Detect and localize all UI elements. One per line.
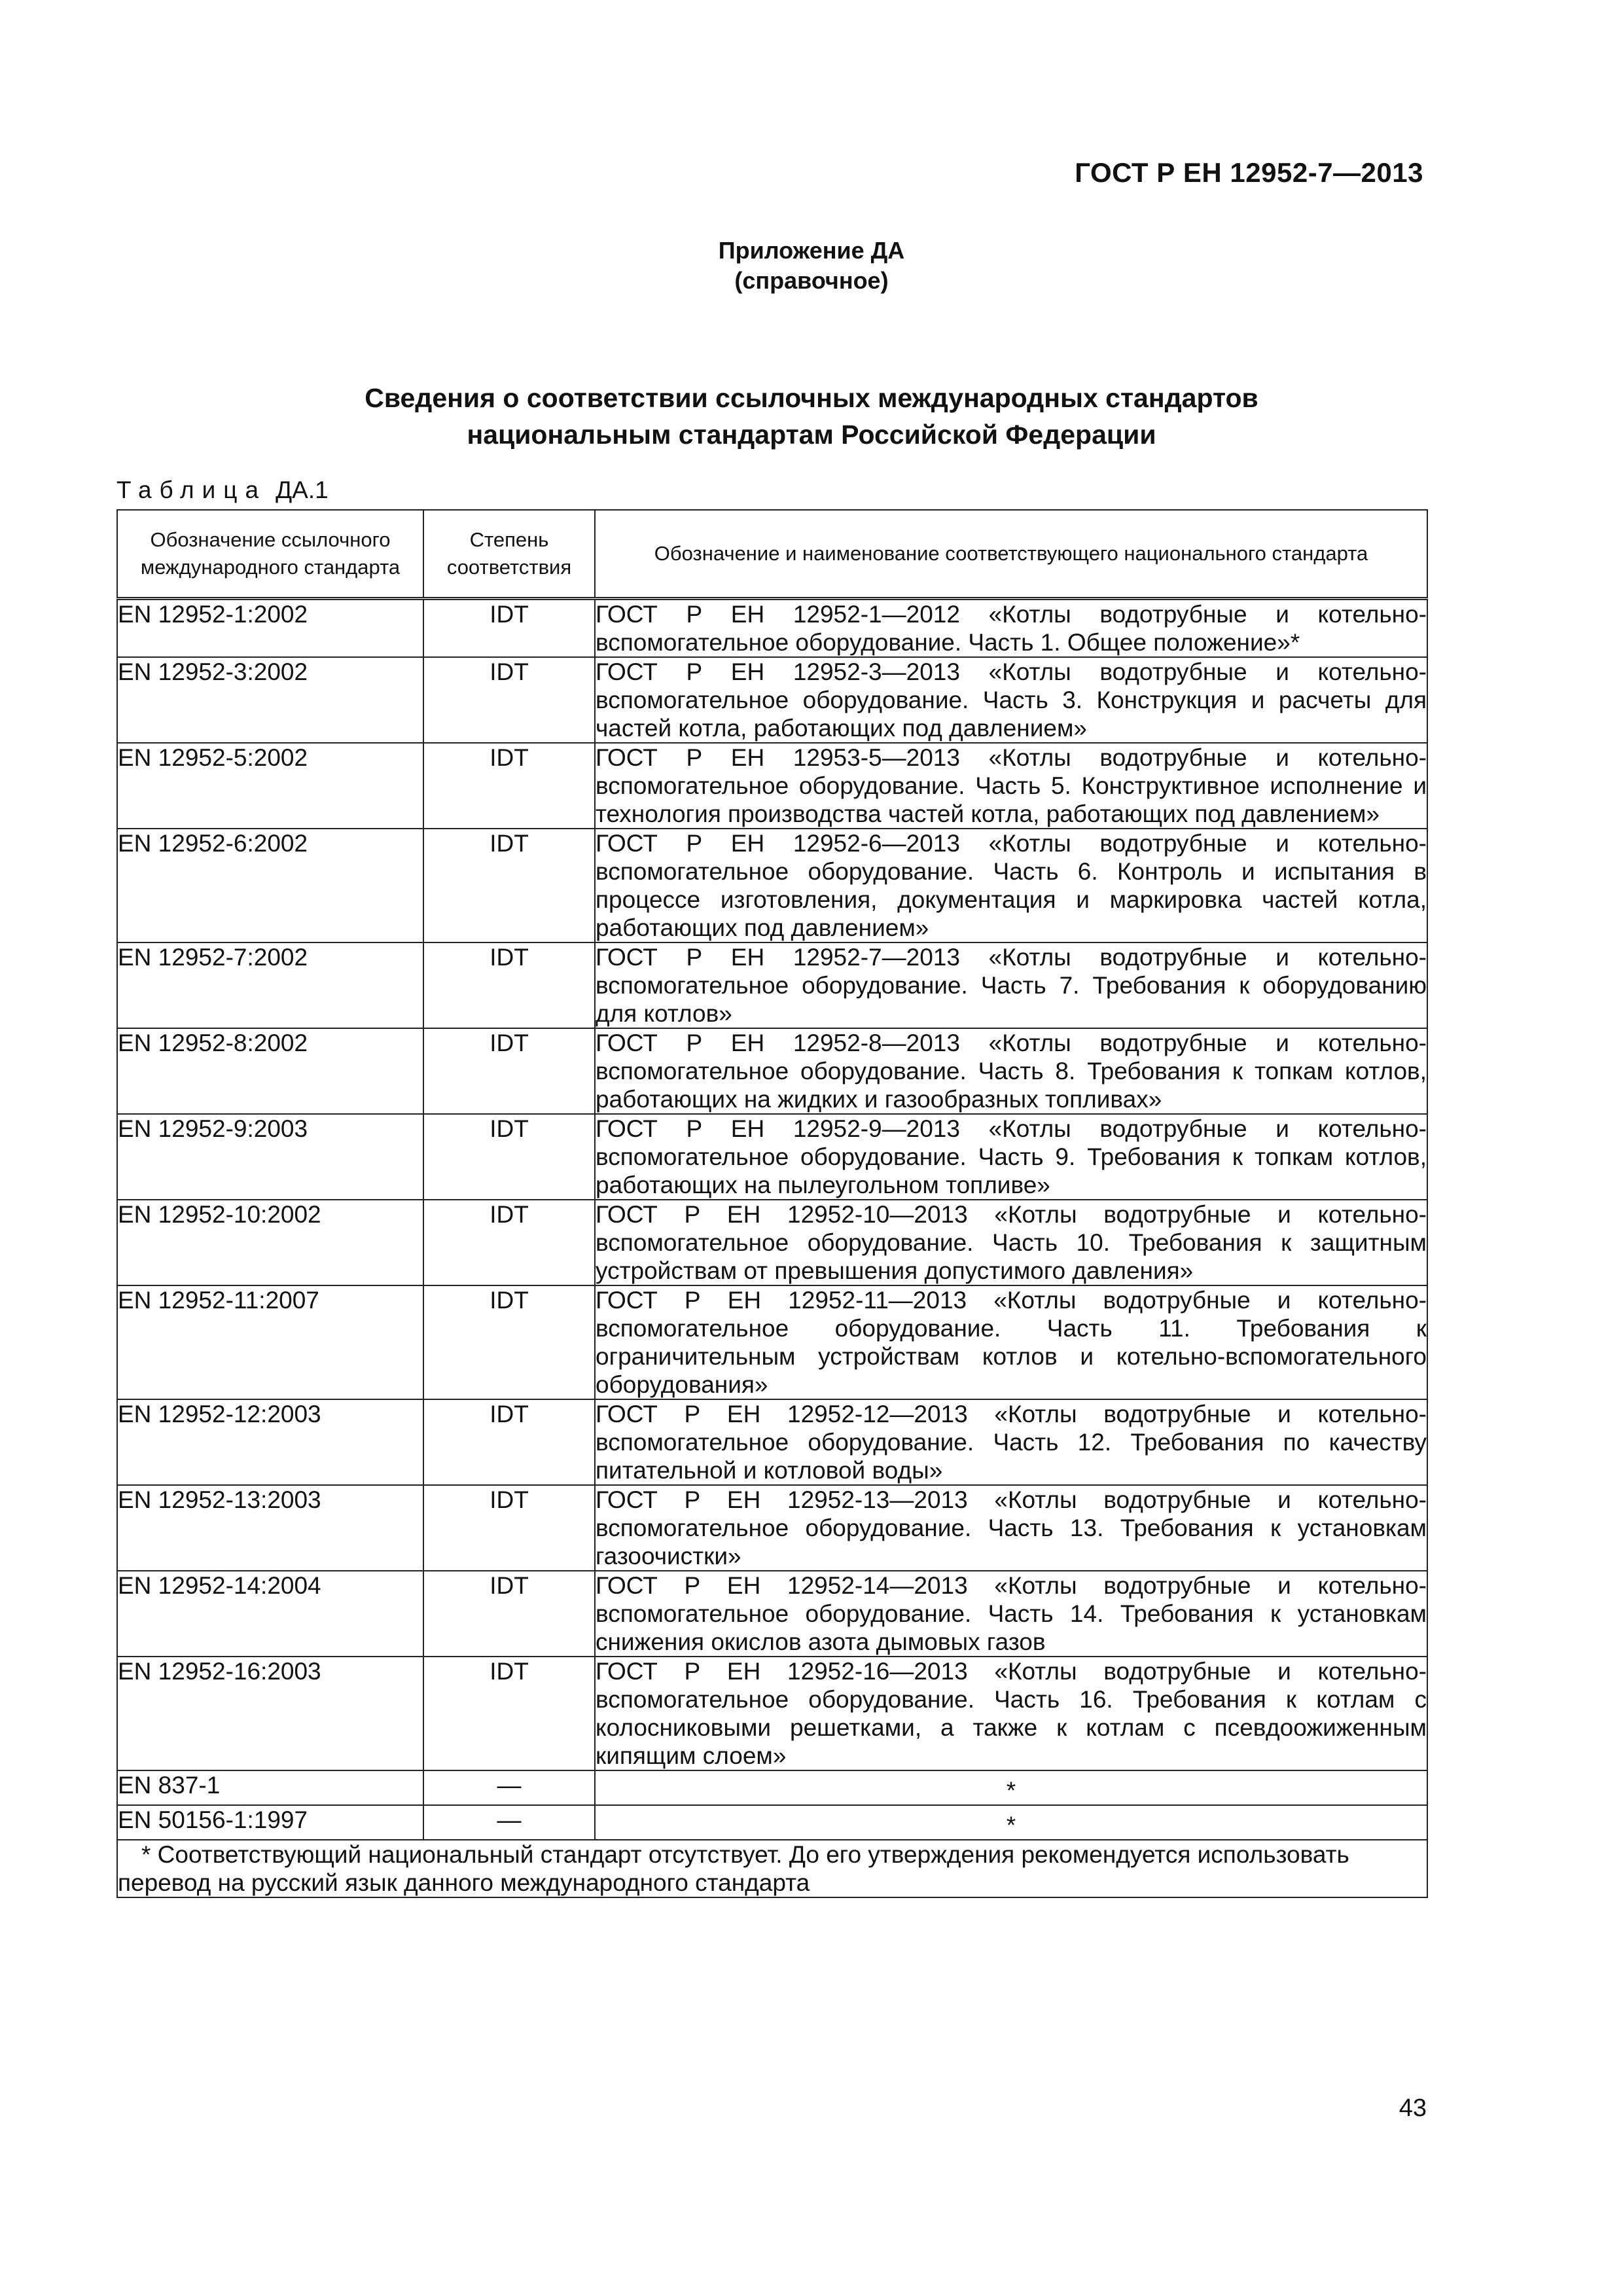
table-row — [117, 829, 1427, 942]
table-label-number: ДА.1 — [276, 476, 329, 503]
table-row — [117, 1485, 1427, 1571]
table-row — [117, 1657, 1427, 1770]
degree-value: IDT — [423, 743, 595, 829]
degree-value: — — [423, 1770, 595, 1805]
appendix-title: Приложение ДА — [718, 237, 905, 264]
reference-code: EN 12952-8:2002 — [117, 1028, 423, 1114]
reference-code: EN 12952-12:2003 — [117, 1399, 423, 1485]
degree-value: IDT — [423, 1657, 595, 1770]
table-row — [117, 1399, 1427, 1485]
national-standard-name: ГОСТ Р ЕН 12953-5—2013 «Котлы водотрубные и котельно-вспомогательное оборудование. Часть 5. Конструктивное исполнение и технология производства частей котла, работающих под давлением» — [596, 744, 1427, 827]
table-row — [117, 599, 1427, 658]
reference-code: EN 12952-5:2002 — [117, 743, 423, 829]
table-row — [117, 1571, 1427, 1657]
national-standard-name: ГОСТ Р ЕН 12952-12—2013 «Котлы водотрубные и котельно-вспомогательное оборудование. Часть 12. Требования по качеству питательной и котловой воды» — [596, 1401, 1427, 1484]
degree-value: IDT — [423, 1114, 595, 1200]
reference-code: EN 12952-9:2003 — [117, 1114, 423, 1200]
section-title-line-1: Сведения о соответствии ссылочных международных стандартов — [365, 383, 1258, 413]
national-standard-name: ГОСТ Р ЕН 12952-13—2013 «Котлы водотрубные и котельно-вспомогательное оборудование. Часть 13. Требования к установкам газоочистки» — [596, 1486, 1427, 1570]
reference-code: EN 12952-3:2002 — [117, 657, 423, 743]
table-header-row — [117, 510, 1427, 599]
reference-code: EN 837-1 — [117, 1770, 423, 1805]
table-row — [117, 1285, 1427, 1399]
reference-code: EN 12952-7:2002 — [117, 942, 423, 1028]
degree-value: IDT — [423, 1571, 595, 1657]
national-standard-name: ГОСТ Р ЕН 12952-11—2013 «Котлы водотрубные и котельно-вспомогательное оборудование. Часть 11. Требования к ограничительным устройствам котлов и котельно-вспомогательного оборудования» — [596, 1287, 1427, 1398]
degree-value: — — [423, 1805, 595, 1840]
national-standard-name: ГОСТ Р ЕН 12952-9—2013 «Котлы водотрубные и котельно-вспомогательное оборудование. Часть 9. Требования к топкам котлов, работающих на пылеугольном топливе» — [596, 1115, 1427, 1198]
national-standard-name: ГОСТ Р ЕН 12952-10—2013 «Котлы водотрубные и котельно-вспомогательное оборудование. Часть 10. Требования к защитным устройствам от превышения допустимого давления» — [596, 1201, 1427, 1284]
degree-value: IDT — [423, 657, 595, 743]
national-standard-name: ГОСТ Р ЕН 12952-7—2013 «Котлы водотрубные и котельно-вспомогательное оборудование. Часть 7. Требования к оборудованию для котлов» — [596, 944, 1427, 1027]
reference-code: EN 50156-1:1997 — [117, 1805, 423, 1840]
degree-value: IDT — [423, 942, 595, 1028]
national-standard-name: ГОСТ Р ЕН 12952-16—2013 «Котлы водотрубные и котельно-вспомогательное оборудование. Часть 16. Требования к котлам с колосниковыми решетками, а также к котлам с псевдоожиженным кипящим слоем» — [596, 1658, 1427, 1769]
appendix-type: (справочное) — [734, 267, 889, 294]
footnote-line-1: * Соответствующий национальный стандарт отсутствует. До его утверждения рекомендуется использовать — [141, 1841, 1349, 1868]
degree-value: IDT — [423, 1285, 595, 1399]
reference-code: EN 12952-11:2007 — [117, 1285, 423, 1399]
table-label — [116, 476, 329, 504]
header-reference-standard: Обозначение ссылочного международного стандарта — [117, 510, 423, 599]
table-footnote — [117, 1840, 1427, 1897]
table-label-word: Таблица — [116, 476, 267, 503]
header-degree: Степень соответствия — [423, 510, 595, 599]
page-number: 43 — [1399, 2094, 1427, 2122]
footnote-line-2: перевод на русский язык данного международного стандарта — [118, 1869, 810, 1896]
document-code: ГОСТ Р ЕН 12952-7—2013 — [1075, 157, 1423, 188]
table-row — [117, 1028, 1427, 1114]
degree-value: IDT — [423, 599, 595, 658]
degree-value: IDT — [423, 1028, 595, 1114]
national-standard-name: ГОСТ Р ЕН 12952-6—2013 «Котлы водотрубные и котельно-вспомогательное оборудование. Часть 6. Контроль и испытания в процессе изготовления, документация и маркировка частей котла, работающих под давлением» — [596, 830, 1427, 941]
table-row — [117, 942, 1427, 1028]
degree-value: IDT — [423, 1200, 595, 1285]
correspondence-table — [116, 509, 1428, 1898]
table-row — [117, 1114, 1427, 1200]
reference-code: EN 12952-10:2002 — [117, 1200, 423, 1285]
table-row — [117, 1200, 1427, 1285]
table-row — [117, 1770, 1427, 1805]
degree-value: IDT — [423, 829, 595, 942]
reference-code: EN 12952-16:2003 — [117, 1657, 423, 1770]
table-row — [117, 657, 1427, 743]
national-standard-name: ГОСТ Р ЕН 12952-14—2013 «Котлы водотрубные и котельно-вспомогательное оборудование. Часть 14. Требования к установкам снижения окислов азота дымовых газов — [596, 1572, 1427, 1655]
national-standard-name: ГОСТ Р ЕН 12952-8—2013 «Котлы водотрубные и котельно-вспомогательное оборудование. Часть 8. Требования к топкам котлов, работающих на жидких и газообразных топливах» — [596, 1030, 1427, 1113]
national-standard-name: * — [595, 1770, 1427, 1805]
national-standard-name: ГОСТ Р ЕН 12952-1—2012 «Котлы водотрубные и котельно-вспомогательное оборудование. Часть 1. Общее положение»* — [595, 599, 1427, 658]
table-row — [117, 1805, 1427, 1840]
reference-code: EN 12952-6:2002 — [117, 829, 423, 942]
section-title-line-2: национальным стандартам Российской Федерации — [467, 420, 1156, 450]
table-row — [117, 743, 1427, 829]
degree-value: IDT — [423, 1485, 595, 1571]
table-footnote-row — [117, 1840, 1427, 1897]
reference-code: EN 12952-14:2004 — [117, 1571, 423, 1657]
degree-value: IDT — [423, 1399, 595, 1485]
reference-code: EN 12952-13:2003 — [117, 1485, 423, 1571]
header-national-standard: Обозначение и наименование соответствующего национального стандарта — [595, 510, 1427, 599]
national-standard-name: ГОСТ Р ЕН 12952-3—2013 «Котлы водотрубные и котельно-вспомогательное оборудование. Часть 3. Конструкция и расчеты для частей котла, работающих под давлением» — [596, 658, 1427, 742]
reference-code: EN 12952-1:2002 — [117, 599, 423, 658]
national-standard-name: * — [595, 1805, 1427, 1840]
